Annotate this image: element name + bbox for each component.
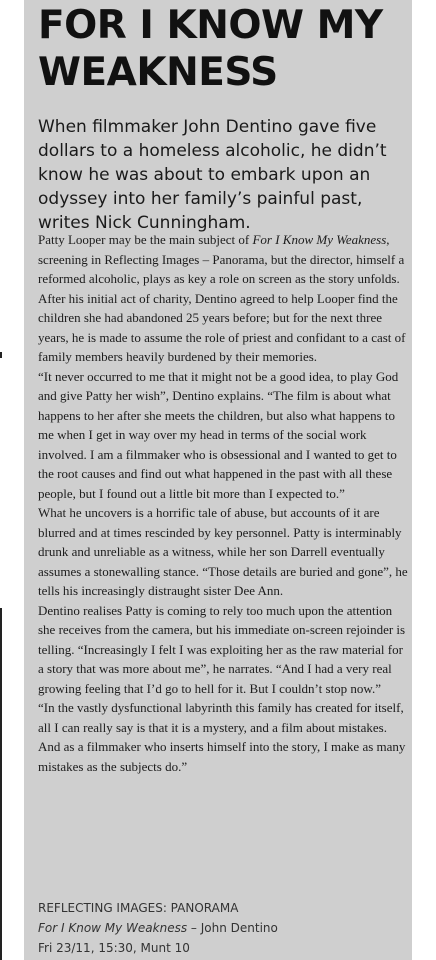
page-margin <box>0 0 24 960</box>
paragraph-5: “In the vastly dysfunctional labyrinth this family has created for itself, all I can really say is that it is a mystery, and a film about mistakes. And as a filmmaker who inserts himself into the story, I make as many mistakes as the subjects do.” <box>38 700 406 774</box>
article-headline <box>38 2 398 96</box>
paragraph-3: What he uncovers is a horrific tale of abuse, but accounts of it are blurred and at times rescinded by key personnel. Patty is interminably drunk and unreliable as a witness, while her son Darrell eventually assumes a stonewalling stance. “Those details are buried and gone”, he tells his increasingly distraught sister Dee Ann. <box>38 505 408 598</box>
headline-line-1: FOR I KNOW MY <box>38 3 383 48</box>
paragraph-1-start: Patty Looper may be the main subject of <box>38 232 253 247</box>
film-credit <box>38 918 398 938</box>
paragraph-1-rest: , screening in Reflecting Images – Panorama, but the director, himself a reformed alcoholic, plays as key a role on screen as the story unfolds. After his initial act of charity, Dentino agreed to help Looper find the children she had abandoned 25 years before; but for the next three years, he is made to assume the role of priest and confidant to a cast of family members heavily burdened by their memories. <box>38 232 406 364</box>
director-name: – John Dentino <box>187 921 278 935</box>
paragraph-1 <box>38 230 408 367</box>
paragraph-2: “It never occurred to me that it might not be a good idea, to play God and give Patty her wish”, Dentino explains. “The film is about what happens to her after she meets the children, but also what happens to me when I get in way over my head in terms of the social work involved. I am a filmmaker who is obsessional and I wanted to get to the root causes and find out what happened in the past with all these people, but I found out a little bit more than I expected to.” <box>38 368 399 501</box>
screening-time: Fri 23/11, 15:30, Munt 10 <box>38 941 190 955</box>
film-title: For I Know My Weakness <box>38 921 188 935</box>
column-rule-mark <box>0 352 2 358</box>
screening-info <box>38 898 398 958</box>
film-title-inline: For I Know My Weakness <box>252 232 387 247</box>
paragraph-4: Dentino realises Patty is coming to rely too much upon the attention she receives from the camera, but his immediate on-screen rejoinder is telling. “Increasingly I felt I was exploiting her as the raw material for a story that was more about me”, he narrates. “And I had a very real growing feeling that I’d go to hell for it. But I couldn’t stop now.” <box>38 602 406 696</box>
section-label: REFLECTING IMAGES: PANORAMA <box>38 901 239 915</box>
article-body <box>38 230 408 776</box>
article-standfirst: When filmmaker John Dentino gave five dollars to a homeless alcoholic, he didn’t know he was about to embark upon an odyssey into her family’s painful past, writes Nick Cunningham. <box>38 117 387 233</box>
column-rule <box>0 608 2 960</box>
headline-line-2: WEAKNESS <box>38 50 278 95</box>
